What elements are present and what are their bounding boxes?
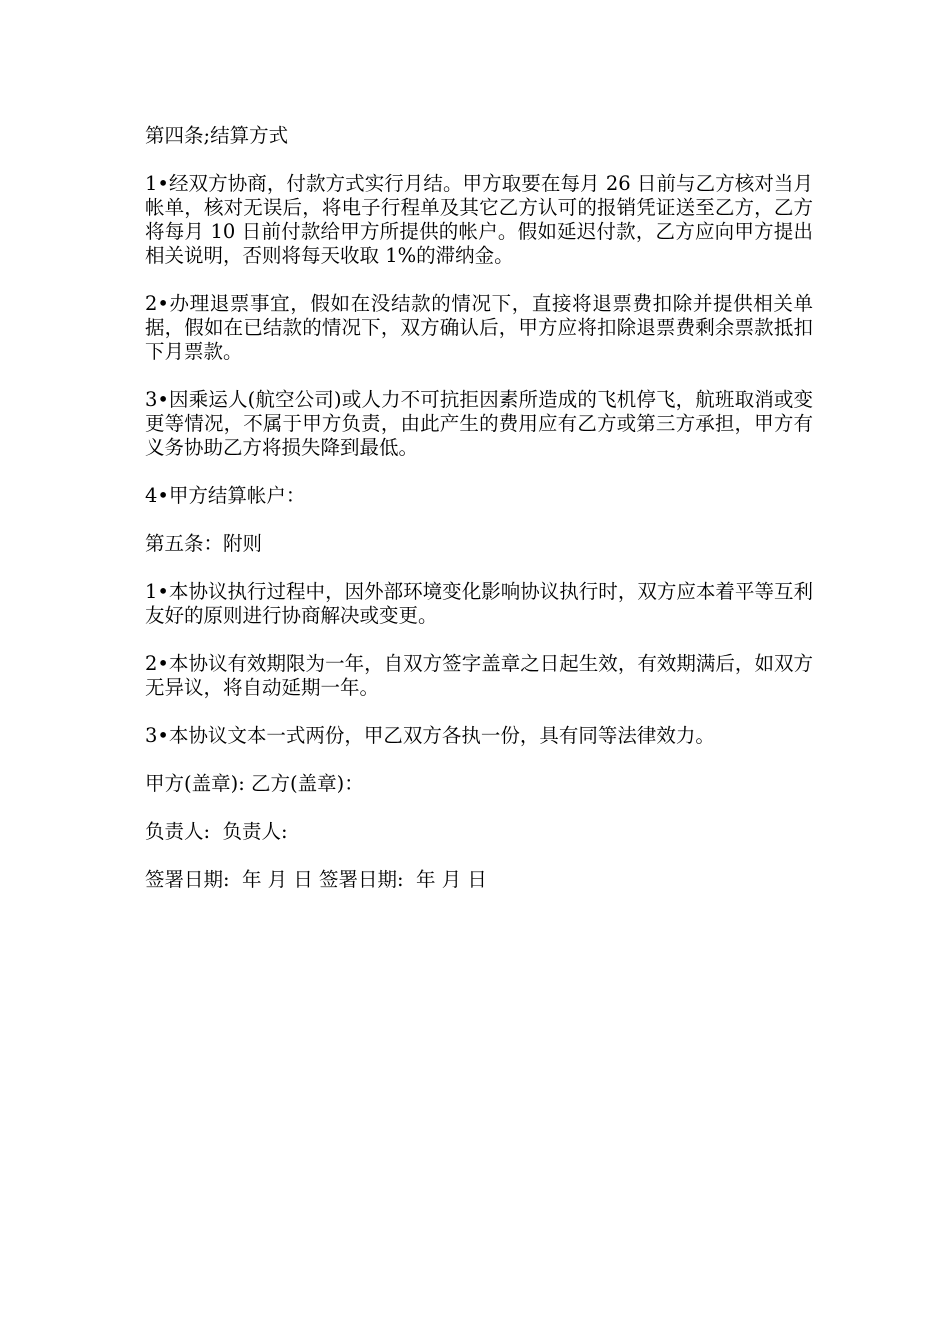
- document-body: [145, 124, 813, 916]
- signature-date-line: 签署日期: 年 月 日 签署日期: 年 月 日: [145, 868, 487, 891]
- section4-item-1: 1•经双方协商，付款方式实行月结。甲方取要在每月 26 日前与乙方核对当月帐单，核对无误后，将电子行程单及其它乙方认可的报销凭证送至乙方，乙方将每月 10 日前付款给甲方所提供的帐户。假如延迟付款，乙方应向甲方提出相关说明，否则将每天收取 1%的滞纳金。: [145, 172, 813, 267]
- section4-item-2: 2•办理退票事宜，假如在没结款的情况下，直接将退票费扣除并提供相关单据，假如在已结款的情况下，双方确认后，甲方应将扣除退票费剩余票款抵扣下月票款。: [145, 292, 813, 363]
- section5-item-3: 3•本协议文本一式两份，甲乙双方各执一份，具有同等法律效力。: [145, 724, 715, 747]
- section5-heading: 第五条：附则: [145, 532, 263, 555]
- section5-item-2: 2•本协议有效期限为一年，自双方签字盖章之日起生效，有效期满后，如双方无异议，将自动延期一年。: [145, 652, 813, 699]
- section4-item-3: 3•因乘运人(航空公司)或人力不可抗拒因素所造成的飞机停飞，航班取消或变更等情况，不属于甲方负责，由此产生的费用应有乙方或第三方承担，甲方有义务协助乙方将损失降到最低。: [145, 388, 813, 459]
- signature-parties-line: 甲方(盖章): 乙方(盖章)：: [145, 772, 364, 795]
- signature-responsible-line: 负责人: 负责人:: [145, 820, 288, 843]
- section4-item-4: 4•甲方结算帐户：: [145, 484, 306, 507]
- section4-heading: 第四条;结算方式: [145, 124, 289, 147]
- section5-item-1: 1•本协议执行过程中，因外部环境变化影响协议执行时，双方应本着平等互利友好的原则进行协商解决或变更。: [145, 580, 813, 627]
